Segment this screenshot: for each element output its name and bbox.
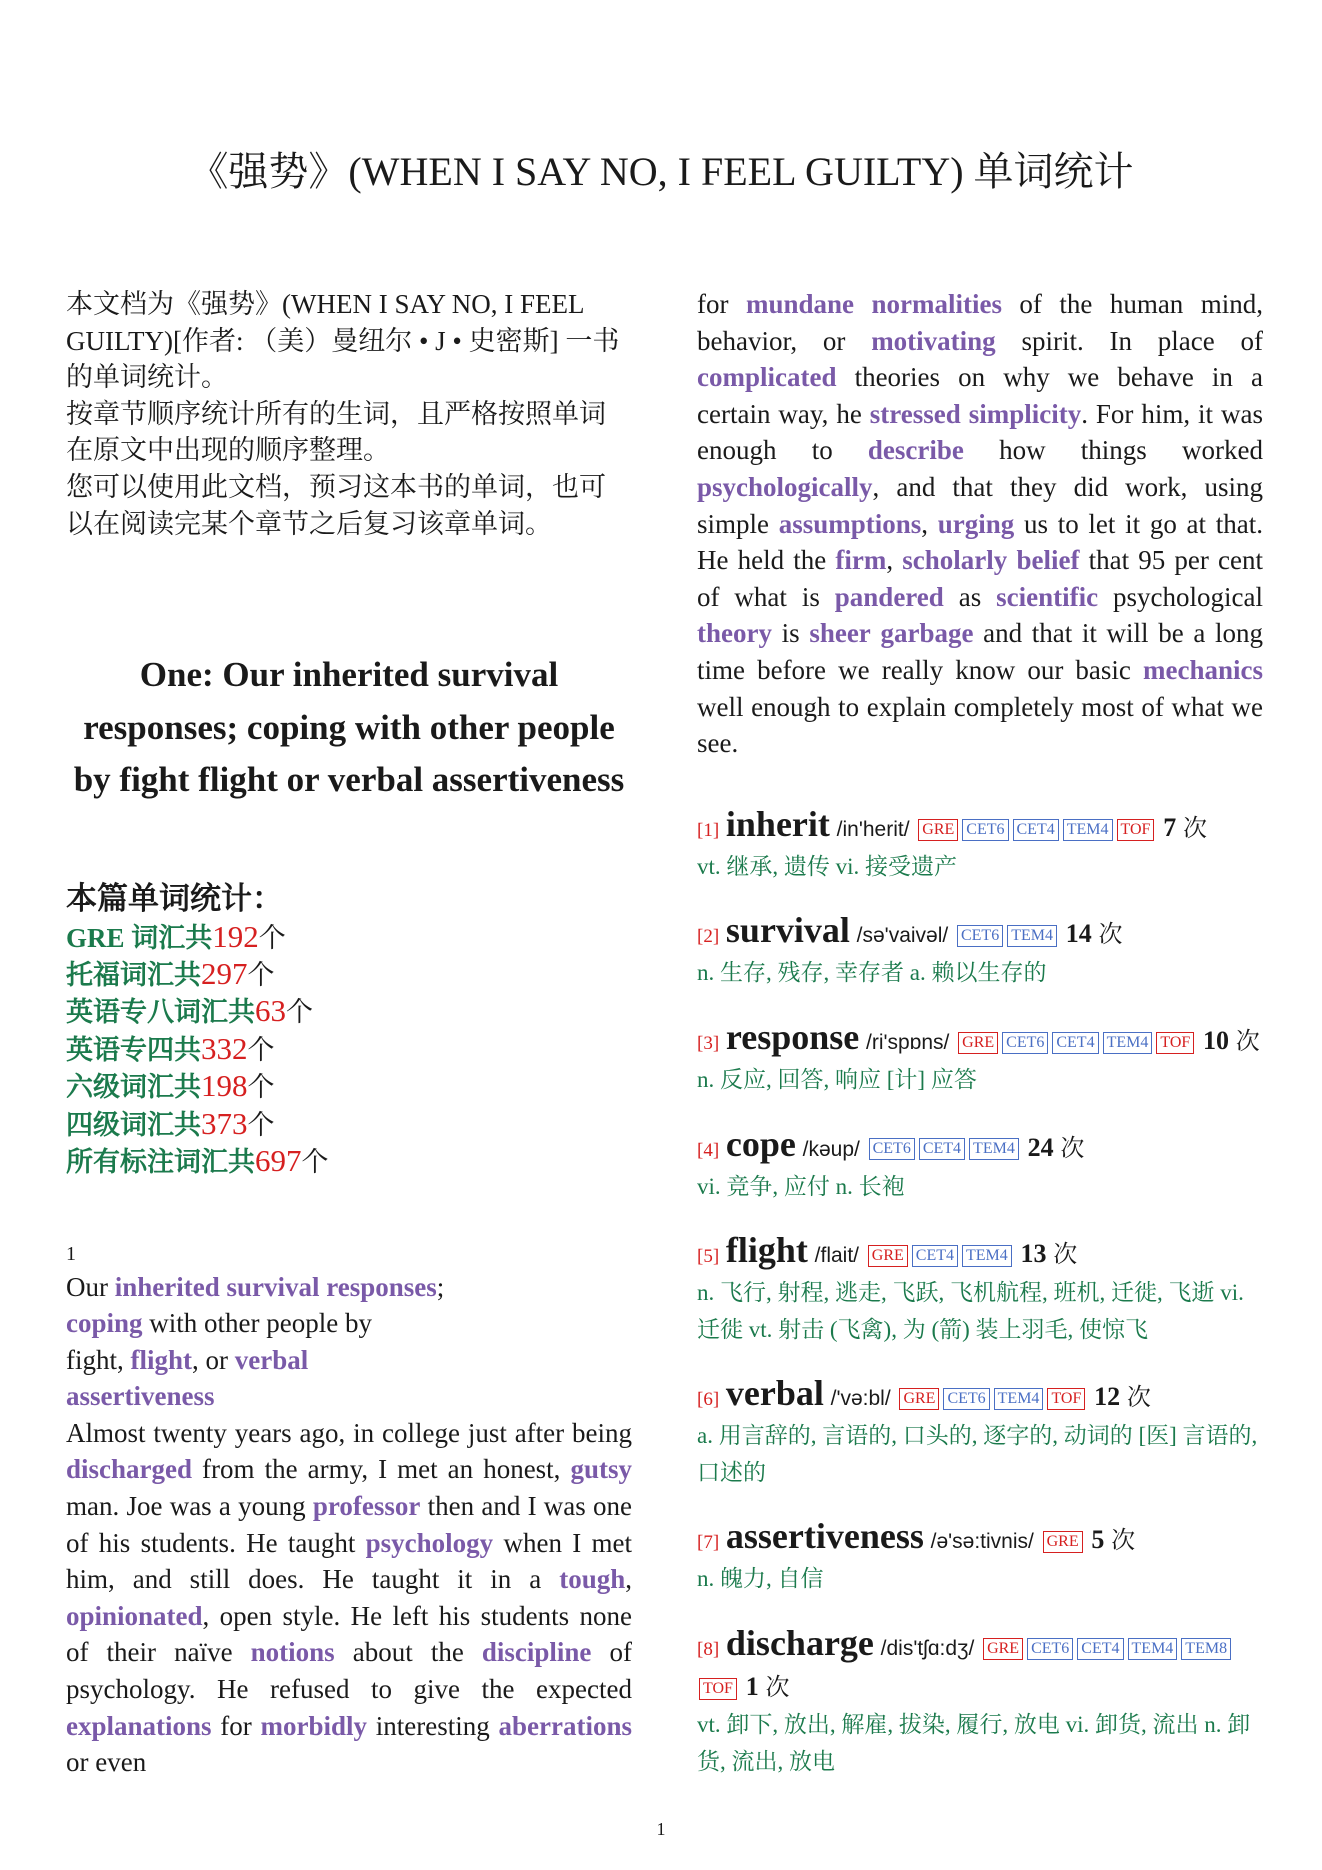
vocab-head bbox=[697, 803, 1263, 849]
vocab-tag: TEM4 bbox=[1007, 925, 1057, 947]
vocab-entry bbox=[697, 1232, 1263, 1348]
body-text: when I met him, and still does. He taught it in a bbox=[66, 1527, 632, 1595]
vocab-entry bbox=[697, 1625, 1263, 1780]
vocab-index: [7] bbox=[697, 1532, 720, 1554]
vocab-word: inherit bbox=[725, 803, 830, 844]
keyword: discharged bbox=[66, 1454, 193, 1485]
body-text: is bbox=[771, 618, 810, 649]
vocab-phonetic: /flait/ bbox=[814, 1244, 860, 1268]
keyword: inherited survival responses bbox=[114, 1271, 437, 1302]
vocab-word: discharge bbox=[725, 1623, 874, 1664]
body-text: interesting bbox=[367, 1710, 499, 1741]
vocab-tag: TEM4 bbox=[962, 1245, 1012, 1267]
vocab-definition: vt. 卸下, 放出, 解雇, 拔染, 履行, 放电 vi. 卸货, 流出 n. 卸货, 流出, 放电 bbox=[697, 1712, 1251, 1774]
vocab-phonetic: /kəup/ bbox=[802, 1137, 860, 1161]
stat-row bbox=[66, 956, 632, 993]
vocab-head bbox=[697, 1518, 1263, 1561]
stat-unit: 个 bbox=[301, 1147, 329, 1178]
stat-row bbox=[66, 919, 632, 956]
vocab-tag: CET4 bbox=[919, 1138, 965, 1160]
keyword: motivating bbox=[871, 325, 996, 356]
vocab-tag: TOF bbox=[1117, 819, 1155, 841]
body-text: theories on why we behave in a certain way, he bbox=[697, 362, 1263, 429]
vocab-tag: CET6 bbox=[1002, 1032, 1048, 1054]
vocab-entry bbox=[697, 1375, 1263, 1491]
vocab-entry bbox=[697, 803, 1263, 886]
body-text: or even bbox=[66, 1747, 147, 1778]
vocab-tag: GRE bbox=[958, 1032, 998, 1054]
stat-label: 六级词汇共 bbox=[66, 1072, 201, 1103]
keyword: tough bbox=[559, 1564, 626, 1595]
body-text: as bbox=[943, 581, 997, 612]
keyword: scientific bbox=[996, 581, 1099, 612]
keyword: morbidly bbox=[260, 1710, 368, 1741]
intro-line: 您可以使用此文档，预习这本书的单词，也可以在阅读完某个章节之后复习该章单词。 bbox=[66, 471, 606, 539]
stat-count: 332 bbox=[201, 1030, 248, 1066]
vocab-entry bbox=[697, 1518, 1263, 1598]
stat-unit: 个 bbox=[286, 997, 313, 1028]
keyword: belief bbox=[1016, 545, 1080, 576]
vocab-head bbox=[697, 1016, 1263, 1062]
vocab-tag: TOF bbox=[699, 1678, 737, 1700]
vocab-tag: CET6 bbox=[957, 925, 1003, 947]
document-title: 《强势》(WHEN I SAY NO, I FEEL GUILTY) 单词统计 bbox=[188, 149, 1134, 194]
vocab-tag: CET4 bbox=[1077, 1638, 1123, 1660]
vocab-definition: vt. 继承, 遗传 vi. 接受遗产 bbox=[697, 853, 958, 879]
keyword: assumptions bbox=[778, 508, 922, 539]
vocab-word: flight bbox=[725, 1230, 808, 1271]
stat-row bbox=[66, 1106, 632, 1143]
vocab-entry bbox=[697, 1123, 1263, 1206]
keyword: stressed bbox=[869, 398, 961, 429]
vocab-count: 5 bbox=[1091, 1525, 1105, 1555]
title-text: ; bbox=[436, 1271, 445, 1302]
title-text: Our bbox=[66, 1271, 115, 1302]
body-text: well enough to explain completely most of what we see. bbox=[697, 691, 1263, 759]
vocab-tag: TEM4 bbox=[1063, 819, 1113, 841]
vocab-count: 24 bbox=[1027, 1132, 1054, 1162]
vocab-count-unit: 次 bbox=[1182, 815, 1207, 842]
vocab-index: [2] bbox=[697, 926, 720, 948]
vocab-tag: TEM4 bbox=[994, 1388, 1044, 1410]
intro-line: 本文档为《强势》(WHEN I SAY NO, I FEEL GUILTY)[作者: （美）曼纽尔 • J • 史密斯] 一书的单词统计。 bbox=[66, 289, 620, 393]
section-title bbox=[66, 1269, 632, 1415]
keyword: coping bbox=[66, 1308, 143, 1339]
keyword: complicated bbox=[697, 362, 837, 393]
stat-label: 托福词汇共 bbox=[66, 960, 201, 991]
vocab-tag: CET6 bbox=[943, 1388, 989, 1410]
vocab-definition: a. 用言辞的, 言语的, 口头的, 逐字的, 动词的 [医] 言语的, 口述的 bbox=[697, 1423, 1258, 1485]
vocab-count-unit: 次 bbox=[1111, 1528, 1136, 1555]
vocab-tag: CET4 bbox=[1052, 1032, 1098, 1054]
vocab-tag: TEM4 bbox=[1128, 1638, 1178, 1660]
keyword: explanations bbox=[66, 1710, 212, 1741]
vocab-word: cope bbox=[725, 1123, 796, 1164]
keyword: mundane bbox=[745, 289, 854, 319]
stat-unit: 个 bbox=[258, 922, 286, 953]
vocab-tag: CET6 bbox=[869, 1138, 915, 1160]
body-text bbox=[854, 289, 871, 319]
vocab-definition: n. 飞行, 射程, 逃走, 飞跃, 飞机航程, 班机, 迁徙, 飞逝 vi. 迁徙 vt. 射击 (飞禽), 为 (箭) 装上羽毛, 使惊飞 bbox=[697, 1280, 1244, 1342]
vocab-entry bbox=[697, 912, 1263, 992]
vocab-count: 14 bbox=[1065, 919, 1092, 949]
chapter-title: One: Our inherited survival responses; coping with other people by fight flight or verbal assertiveness bbox=[73, 655, 625, 800]
keyword: urging bbox=[937, 508, 1015, 539]
vocab-tag: GRE bbox=[1043, 1531, 1083, 1553]
vocab-tag: CET4 bbox=[1013, 819, 1059, 841]
stat-unit: 个 bbox=[247, 1109, 275, 1140]
vocab-tag: TEM4 bbox=[1103, 1032, 1153, 1054]
vocab-phonetic: /'və:bl/ bbox=[830, 1387, 891, 1411]
stat-label: 英语专八词汇共 bbox=[66, 997, 255, 1028]
keyword: gutsy bbox=[570, 1454, 632, 1485]
vocab-index: [4] bbox=[697, 1139, 720, 1161]
vocab-definition: n. 反应, 回答, 响应 [计] 应答 bbox=[697, 1066, 977, 1092]
keyword: flight bbox=[130, 1344, 193, 1375]
keyword: theory bbox=[697, 618, 772, 649]
stat-count: 297 bbox=[201, 956, 248, 992]
body-text: spirit. In place of bbox=[995, 325, 1263, 356]
stat-label: 英语专四共 bbox=[66, 1034, 201, 1065]
body-text: and that it will be a long time before we really know our basic bbox=[697, 618, 1264, 685]
vocab-count-unit: 次 bbox=[765, 1675, 790, 1702]
vocab-count: 7 bbox=[1163, 812, 1177, 842]
stat-unit: 个 bbox=[247, 960, 275, 991]
body-text: , bbox=[886, 545, 903, 576]
vocab-head bbox=[697, 1232, 1263, 1275]
keyword: psychology bbox=[365, 1527, 494, 1558]
vocab-tag: CET6 bbox=[962, 819, 1008, 841]
vocab-head bbox=[697, 1375, 1263, 1418]
stat-count: 373 bbox=[201, 1105, 248, 1141]
vocab-count: 1 bbox=[745, 1672, 759, 1702]
section-number: 1 bbox=[66, 1242, 76, 1265]
keyword: sheer bbox=[809, 618, 871, 649]
left-column bbox=[66, 286, 632, 1781]
vocab-index: [8] bbox=[697, 1639, 720, 1661]
vocab-count-unit: 次 bbox=[1235, 1028, 1260, 1055]
stat-row bbox=[66, 993, 632, 1030]
keyword: verbal bbox=[234, 1344, 309, 1375]
vocab-count-unit: 次 bbox=[1098, 922, 1123, 949]
body-text: then and I was one of his students. He taught bbox=[66, 1491, 633, 1558]
body-text: , open style. He left his students none of their naïve bbox=[66, 1600, 632, 1668]
body-text: . For him, it was enough to bbox=[697, 398, 1263, 466]
body-text: how things worked bbox=[963, 435, 1263, 466]
body-text: , and that they did work, using simple bbox=[697, 471, 1263, 539]
vocab-tag: GRE bbox=[868, 1245, 908, 1267]
keyword: normalities bbox=[871, 289, 1002, 319]
body-text: for bbox=[211, 1710, 261, 1741]
vocab-index: [6] bbox=[697, 1389, 720, 1411]
stat-label: 所有标注词汇共 bbox=[66, 1147, 255, 1178]
stat-count: 192 bbox=[212, 918, 259, 954]
stats-heading: 本篇单词统计： bbox=[66, 880, 283, 916]
stat-count: 697 bbox=[255, 1143, 302, 1179]
body-text bbox=[961, 399, 969, 429]
vocab-word: survival bbox=[725, 910, 850, 951]
keyword: assertiveness bbox=[66, 1381, 215, 1412]
keyword: notions bbox=[250, 1637, 335, 1668]
vocab-tag: TOF bbox=[1156, 1032, 1194, 1054]
body-text: about the bbox=[334, 1637, 482, 1668]
vocab-tag: CET4 bbox=[912, 1245, 958, 1267]
right-column bbox=[697, 286, 1263, 1780]
vocab-phonetic: /dis'tʃɑ:dʒ/ bbox=[880, 1637, 975, 1661]
stat-row bbox=[66, 1143, 632, 1180]
vocab-phonetic: /ri'spɒns/ bbox=[866, 1030, 950, 1054]
vocab-definition: n. 生存, 残存, 幸存者 a. 赖以生存的 bbox=[697, 960, 1047, 986]
vocab-tag: TEM8 bbox=[1181, 1638, 1231, 1660]
vocab-word: response bbox=[725, 1016, 860, 1057]
body-text: from the army, I met an honest, bbox=[192, 1454, 571, 1485]
vocab-tag: GRE bbox=[918, 819, 958, 841]
vocab-list bbox=[697, 803, 1263, 1781]
vocab-tag: TOF bbox=[1047, 1388, 1085, 1410]
keyword: simplicity bbox=[968, 398, 1082, 429]
keyword: mechanics bbox=[1143, 654, 1263, 685]
keyword: firm bbox=[835, 545, 887, 576]
stat-unit: 个 bbox=[247, 1072, 275, 1103]
vocab-index: [3] bbox=[697, 1032, 720, 1054]
vocab-count-unit: 次 bbox=[1126, 1385, 1151, 1412]
stat-row bbox=[66, 1031, 632, 1068]
title-text: fight, bbox=[66, 1344, 131, 1375]
body-text: , bbox=[921, 508, 938, 539]
stats-list bbox=[66, 919, 632, 1181]
intro-line: 按章节顺序统计所有的生词，且严格按照单词在原文中出现的顺序整理。 bbox=[66, 398, 606, 466]
keyword: discipline bbox=[481, 1637, 592, 1668]
vocab-phonetic: /ə'sə:tivnis/ bbox=[930, 1530, 1034, 1554]
keyword: scholarly bbox=[902, 545, 1008, 576]
vocab-word: assertiveness bbox=[725, 1516, 924, 1557]
body-text: for bbox=[697, 289, 746, 319]
vocab-tag: CET6 bbox=[1027, 1638, 1073, 1660]
title-text: with other people by bbox=[142, 1308, 372, 1339]
body-text: of psychology. He refused to give the expected bbox=[66, 1637, 632, 1705]
vocab-definition: vi. 竞争, 应付 n. 长袍 bbox=[697, 1173, 905, 1199]
vocab-head bbox=[697, 1625, 1263, 1707]
page-number: 1 bbox=[656, 1819, 666, 1839]
vocab-tag: TEM4 bbox=[969, 1138, 1019, 1160]
body-text: Almost twenty years ago, in college just after being bbox=[66, 1417, 632, 1448]
vocab-head bbox=[697, 912, 1263, 955]
vocab-head bbox=[697, 1123, 1263, 1169]
keyword: opinionated bbox=[66, 1600, 203, 1631]
keyword: pandered bbox=[834, 581, 944, 612]
intro bbox=[66, 286, 632, 542]
stat-count: 63 bbox=[255, 993, 286, 1029]
keyword: aberrations bbox=[498, 1710, 632, 1741]
stat-label: GRE 词汇共 bbox=[66, 922, 213, 953]
vocab-index: [5] bbox=[697, 1246, 720, 1268]
section-body bbox=[66, 1415, 632, 1781]
vocab-phonetic: /in'herit/ bbox=[836, 817, 910, 841]
vocab-count: 12 bbox=[1094, 1382, 1121, 1412]
keyword: professor bbox=[312, 1491, 421, 1522]
stat-count: 198 bbox=[201, 1068, 248, 1104]
vocab-count: 10 bbox=[1203, 1025, 1230, 1055]
vocab-count-unit: 次 bbox=[1060, 1135, 1085, 1162]
vocab-entry bbox=[697, 1016, 1263, 1099]
body-text: us to let it go at that. He held the bbox=[697, 508, 1263, 576]
vocab-tag: GRE bbox=[899, 1388, 939, 1410]
body-text: man. Joe was a young bbox=[66, 1491, 313, 1522]
keyword: describe bbox=[867, 435, 964, 466]
body-text: of the human mind, behavior, or bbox=[697, 289, 1264, 356]
stat-unit: 个 bbox=[247, 1034, 275, 1065]
vocab-count-unit: 次 bbox=[1053, 1242, 1078, 1269]
continued-body bbox=[697, 286, 1263, 762]
title-text: , or bbox=[192, 1344, 235, 1375]
keyword: psychologically bbox=[697, 471, 873, 502]
keyword: garbage bbox=[880, 618, 974, 649]
vocab-word: verbal bbox=[725, 1373, 824, 1414]
vocab-count: 13 bbox=[1020, 1239, 1047, 1269]
stat-row bbox=[66, 1068, 632, 1105]
stat-label: 四级词汇共 bbox=[66, 1109, 201, 1140]
vocab-phonetic: /sə'vaivəl/ bbox=[856, 924, 949, 948]
vocab-index: [1] bbox=[697, 819, 720, 841]
body-text: psychological bbox=[1098, 581, 1263, 612]
vocab-definition: n. 魄力, 自信 bbox=[697, 1566, 824, 1592]
body-text: , bbox=[625, 1564, 632, 1595]
body-text: that 95 per cent of what is bbox=[697, 545, 1263, 612]
vocab-tag: GRE bbox=[983, 1638, 1023, 1660]
